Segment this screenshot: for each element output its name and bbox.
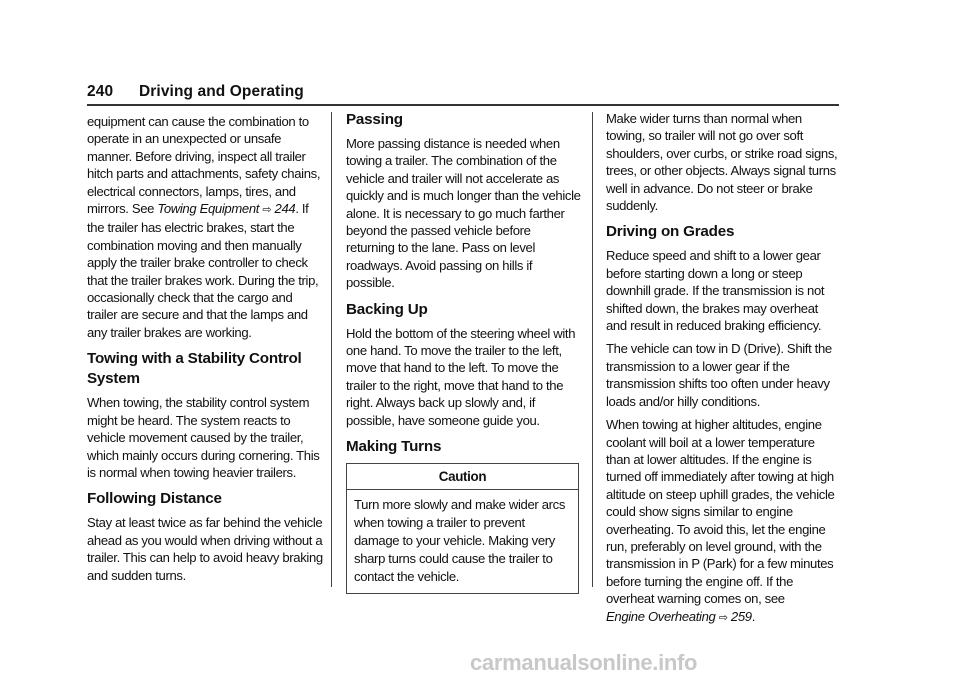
column-3 <box>606 110 842 633</box>
paragraph-inspect <box>87 113 323 341</box>
column-2 <box>346 110 582 594</box>
paragraph-grades-3 <box>606 416 842 627</box>
link-engine-overheating[interactable] <box>606 609 752 624</box>
page-ref[interactable]: 244 <box>274 201 296 217</box>
paragraph-stability-control: When towing, the stability control system might be heard. The system reacts to vehicle movement caused by the trailer, which mainly occurs during cornering. This is normal when towing heavier trailers. <box>87 395 320 480</box>
caution-body: Turn more slowly and make wider arcs when towing a trailer to prevent damage to your vehicle. Making very sharp turns could cause the trailer to contact the vehicle. <box>354 496 566 584</box>
page-header <box>87 83 304 101</box>
page-ref-arrow-icon: ⇨ <box>718 611 728 624</box>
paragraph-passing: More passing distance is needed when towing a trailer. The combination of the vehicle and trailer will not accelerate as quickly and is much longer than the vehicle alone. It is necessary to go much farther beyond the passed vehicle before returning to the lane. Pass on level roadways. Avoid passing on hills if possible. <box>346 136 581 291</box>
paragraph-following-distance: Stay at least twice as far behind the vehicle ahead as you would when driving without a trailer. This can help to avoid heavy braking and sudden turns. <box>87 515 323 583</box>
paragraph-grades-2: The vehicle can tow in D (Drive). Shift the transmission to a lower gear if the transmission shifts too often under heavy loads and/or hilly conditions. <box>606 341 832 409</box>
page-number: 240 <box>87 83 114 100</box>
paragraph-text: When towing at higher altitudes, engine coolant will boil at a lower temperature than at lower altitudes. If the engine is turned off immediately after towing at high altitude on steep uphill grades, the vehicle could show signs similar to engine overheating. To avoid this, let the engine run, preferably on level ground, with the transmission in P (Park) for a few minutes before turning the engine off. If the overheat warning comes on, see <box>606 417 835 607</box>
caution-box <box>346 463 579 593</box>
section-title: Driving and Operating <box>139 83 304 100</box>
header-rule <box>87 104 839 106</box>
page-ref-arrow-icon: ⇨ <box>262 204 272 217</box>
paragraph-text: . <box>751 608 756 624</box>
column-divider-1 <box>331 112 332 587</box>
heading-following-distance: Following Distance <box>87 490 222 508</box>
paragraph-text: equipment can cause the combination to operate in an unexpected or unsafe manner. Before driving, inspect all trailer hitch parts and attachments, safety chains, electrical connectors, lamps, tires, and mirrors. See <box>87 114 321 217</box>
column-1 <box>87 113 323 590</box>
page-ref[interactable]: 259 <box>730 608 752 624</box>
link-towing-equipment[interactable] <box>157 201 295 216</box>
link-text[interactable]: Towing Equipment <box>157 201 260 217</box>
watermark: carmanualsonline.info <box>470 650 698 675</box>
paragraph-backing-up: Hold the bottom of the steering wheel with one hand. To move the trailer to the left, move that hand to the left. To move the trailer to the right, move that hand to the right. Always back up slowly and, if possible, have someone guide you. <box>346 325 576 428</box>
column-divider-2 <box>592 112 593 587</box>
heading-driving-on-grades: Driving on Grades <box>606 223 735 241</box>
heading-making-turns: Making Turns <box>346 438 442 456</box>
heading-stability-control: Towing with a Stability Control System <box>87 350 302 388</box>
paragraph-grades-1: Reduce speed and shift to a lower gear before starting down a long or steep downhill grade. If the transmission is not shifted down, the brakes may overheat and result in reduced braking efficiency. <box>606 248 825 334</box>
heading-passing: Passing <box>346 111 403 128</box>
caution-title: Caution <box>347 464 578 489</box>
link-text[interactable]: Engine Overheating <box>606 608 716 624</box>
paragraph-text: . If the trailer has electric brakes, start the combination moving and then manually apply the trailer brake controller to check that the trailer brakes work. During the trip, occasionally check that the cargo and trailer are secure and that the lamps and any trailer brakes are working. <box>87 201 319 340</box>
paragraph-wider-turns: Make wider turns than normal when towing, so trailer will not go over soft shoulders, over curbs, or strike road signs, trees, or other objects. Always signal turns well in advance. Do not steer or brake suddenly. <box>606 111 838 214</box>
heading-backing-up: Backing Up <box>346 300 428 318</box>
